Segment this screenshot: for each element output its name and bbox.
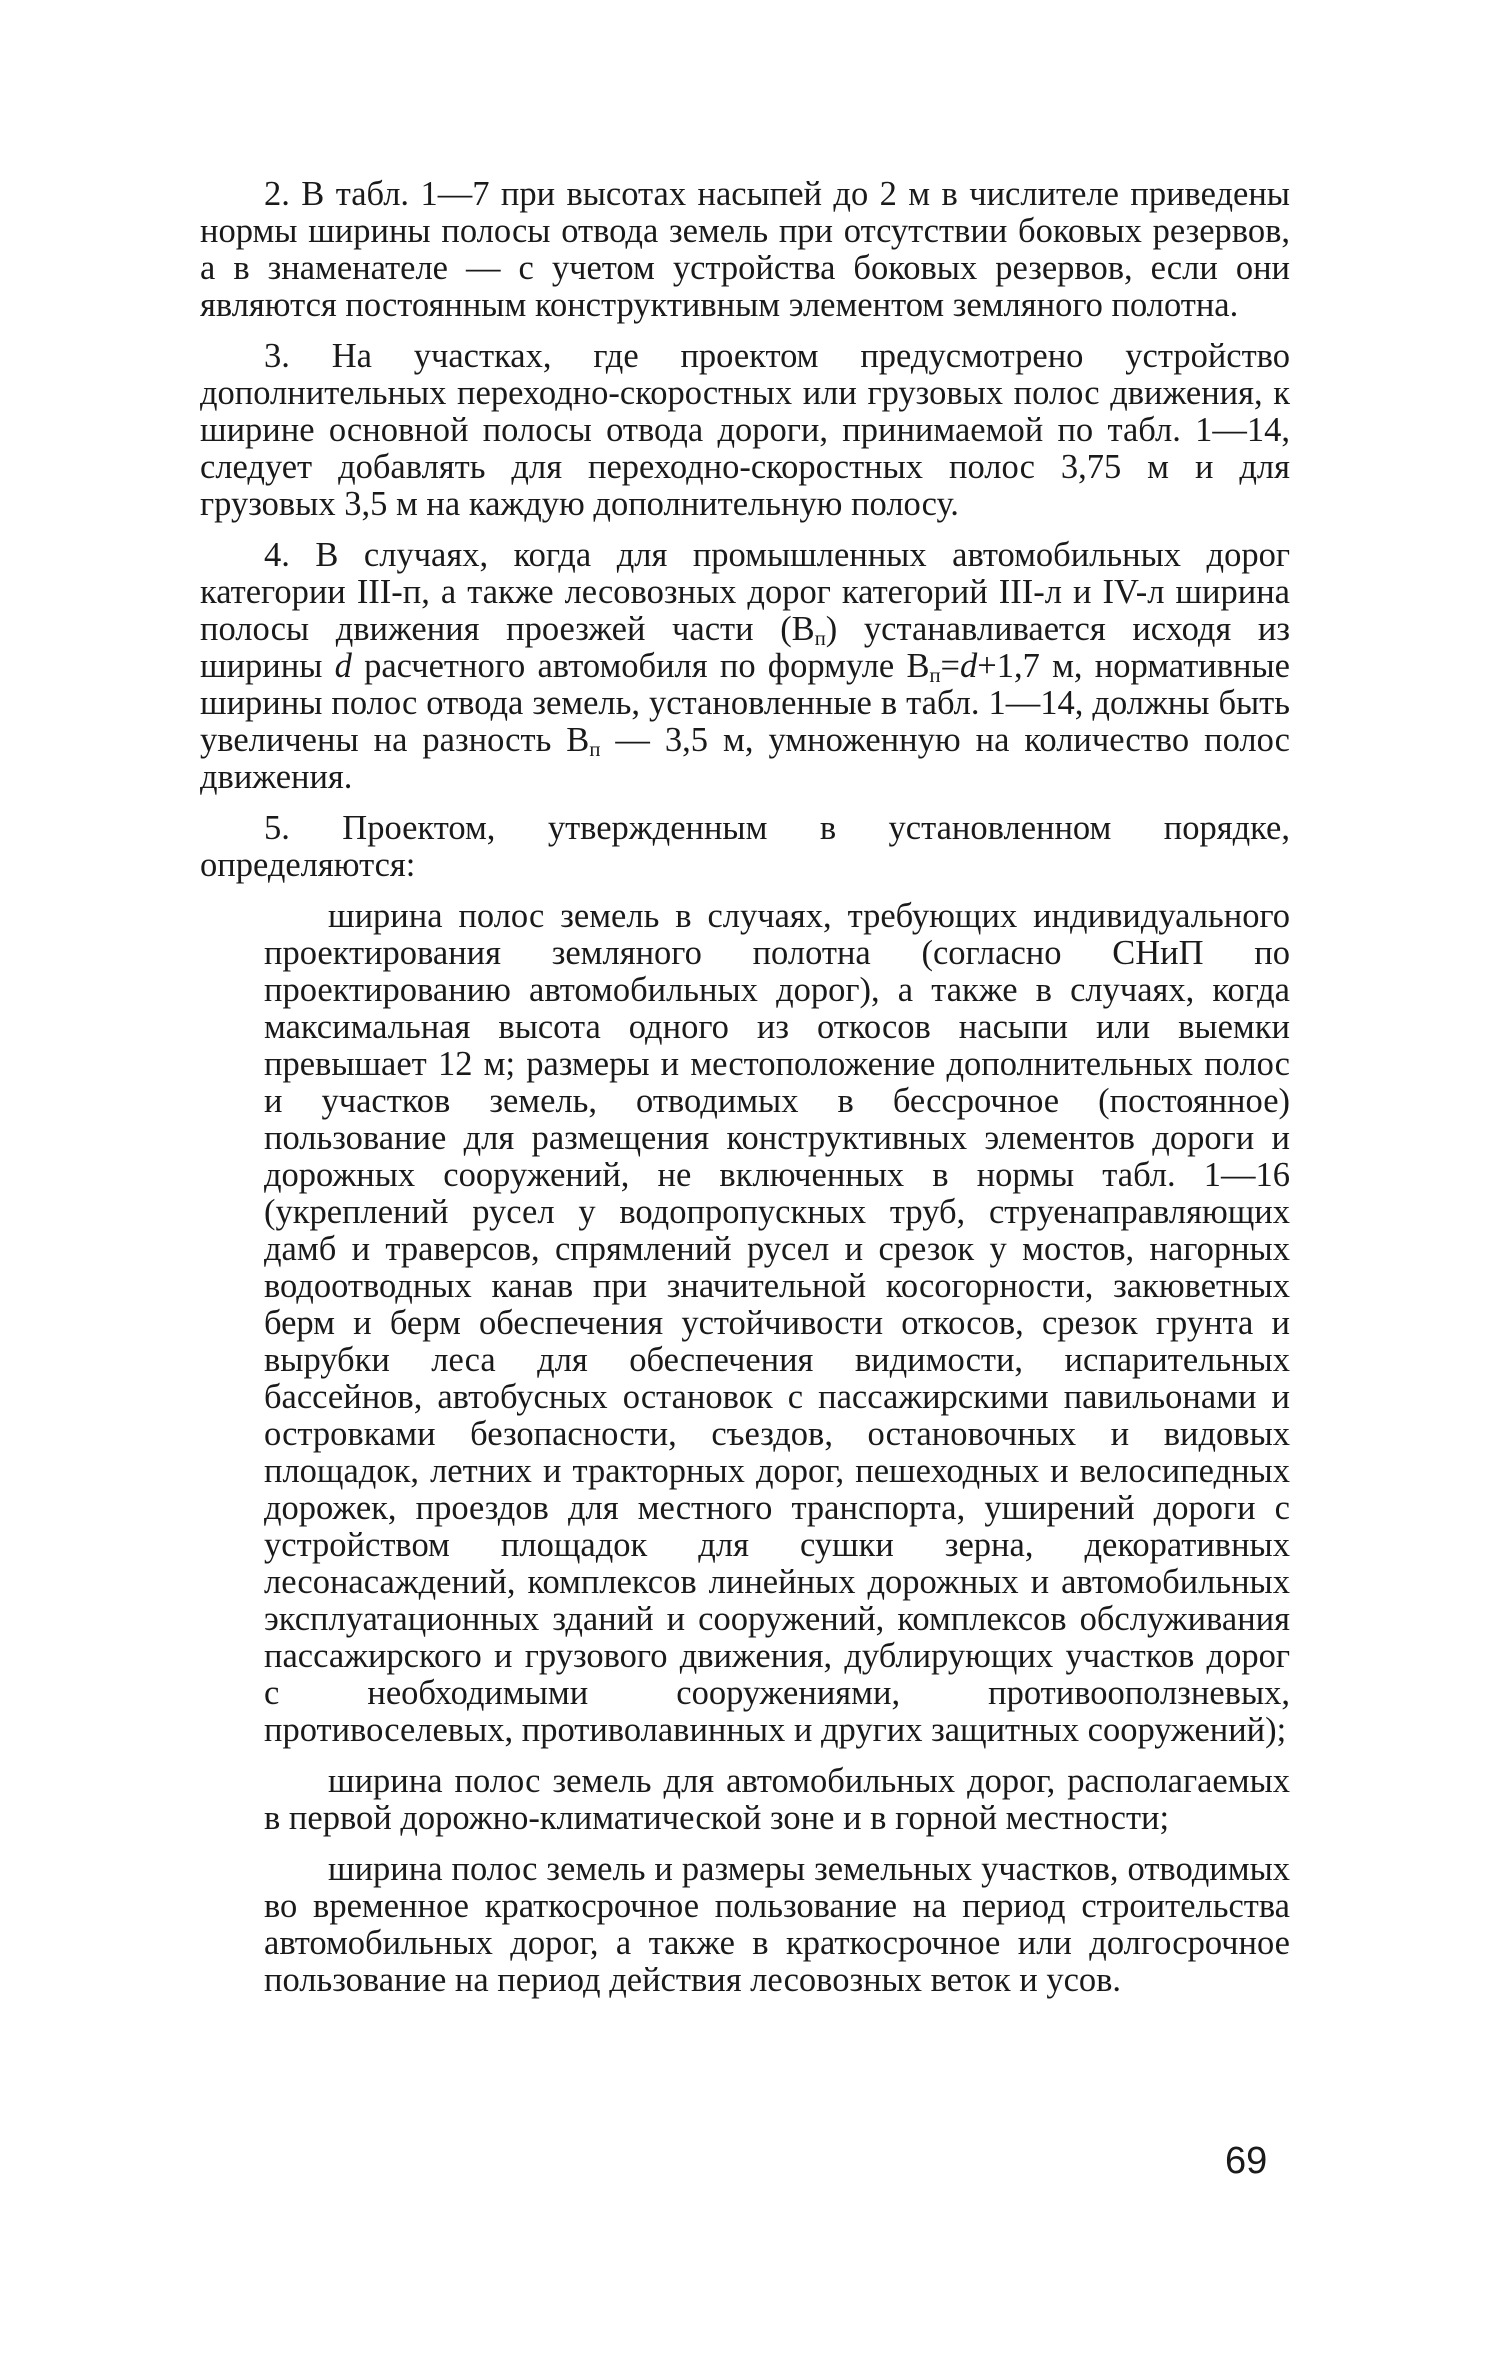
paragraph-2: 2. В табл. 1—7 при высотах насыпей до 2 м в числителе приведены нормы ширины полосы отвода земель при отсутствии боковых резервов, а в знаменателе — с учетом устройства боковых резервов, если они являются постоянным конструктивным элементом земляного полотна. (200, 175, 1290, 324)
paragraph-4: 4. В случаях, когда для промышленных автомобильных дорог категории III-п, а также лесовозных дорог категорий III-л и IV-л ширина полосы движения проезжей части $(В_п)$ устанавливается исходя из ширины d расчетного автомобиля по формуле $В_п=d+1,7$ м, нормативные ширины полос отвода земель, установленные в табл. 1—14, должны быть увеличены на разность $В_п$ — 3,5 м, умноженную на количество полос движения. (200, 536, 1290, 796)
list-item: ширина полос земель для автомобильных дорог, располагаемых в первой дорожно-климатической зоне и в горной местности; (264, 1762, 1290, 1837)
list-item: ширина полос земель в случаях, требующих индивидуального проектирования земляного полотна (согласно СНиП по проектированию автомобильных дорог), а также в случаях, когда максимальная высота одного из откосов насыпи или выемки превышает 12 м; размеры и местоположение дополнительных полос и участков земель, отводимых в бессрочное (постоянное) пользование для размещения конструктивных элементов дороги и дорожных сооружений, не включенных в нормы табл. 1—16 (укреплений русел у водопропускных труб, струенаправляющих дамб и траверсов, спрямлений русел и срезок у мостов, нагорных водоотводных канав при значительной косогорности, закюветных берм и берм обеспечения устойчивости откосов, срезок грунта и вырубки леса для обеспечения видимости, испарительных бассейнов, автобусных остановок с пассажирскими павильонами и островками безопасности, съездов, остановочных и видовых площадок, летних и тракторных дорог, пешеходных и велосипедных дорожек, проездов для местного транспорта, уширений дороги с устройством площадок для сушки зерна, декоративных лесонасаждений, комплексов линейных дорожных и автомобильных эксплуатационных зданий и сооружений, комплексов обслуживания пассажирского и грузового движения, дублирующих участков дорог с необходимыми сооружениями, противооползневых, противоселевых, противолавинных и других защитных сооружений); (264, 897, 1290, 1749)
page-number: 69 (1225, 2140, 1268, 2182)
paragraph-5: 5. Проектом, утвержденным в установленном порядке, определяются: (200, 809, 1290, 884)
paragraph-3: 3. На участках, где проектом предусмотрено устройство дополнительных переходно-скоростных или грузовых полос движения, к ширине основной полосы отвода дороги, принимаемой по табл. 1—14, следует добавлять для переходно-скоростных полос 3,75 м и для грузовых 3,5 м на каждую дополнительную полосу. (200, 337, 1290, 523)
list-item: ширина полос земель и размеры земельных участков, отводимых во временное краткосрочное пользование на период строительства автомобильных дорог, а также в краткосрочное или долгосрочное пользование на период действия лесовозных веток и усов. (264, 1850, 1290, 1999)
page-body (200, 176, 1290, 1999)
